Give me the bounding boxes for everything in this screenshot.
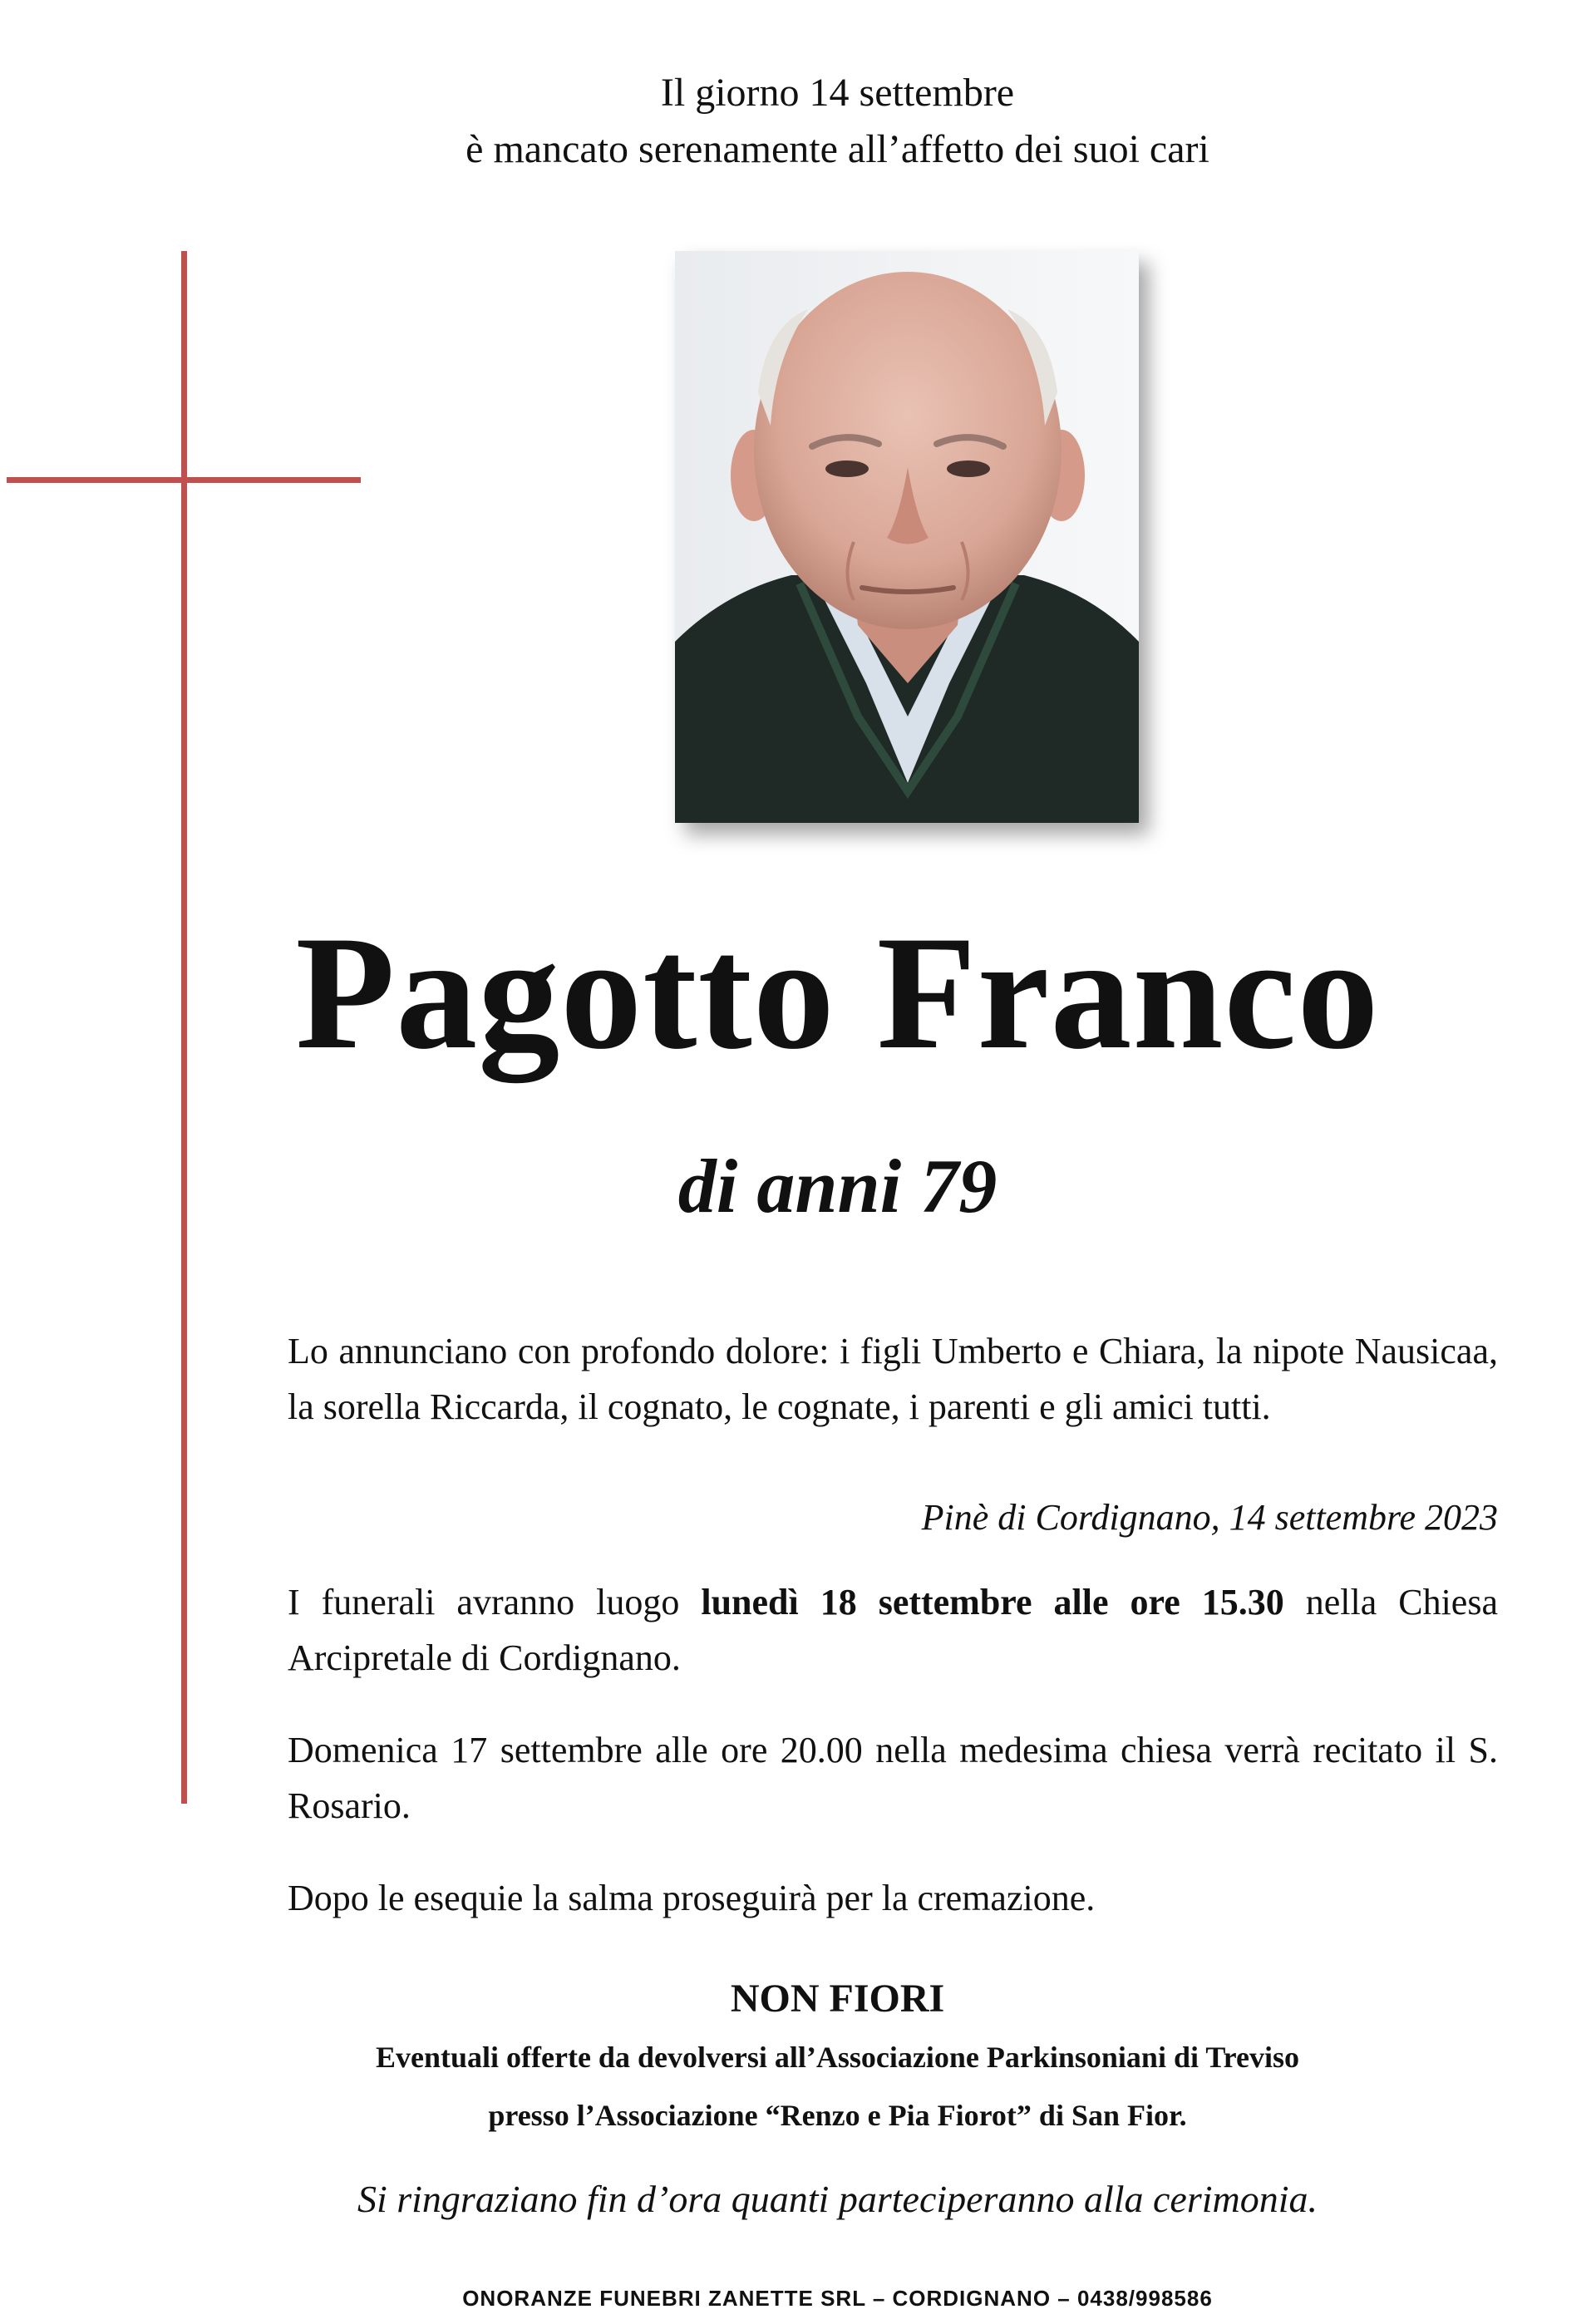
funeral-suffix: nella Chiesa Arcipretale di Cordignano. xyxy=(288,1582,1498,1678)
intro-line-2: è mancato serenamente all’affetto dei suoi cari xyxy=(466,127,1209,171)
deceased-name: Pagotto Franco xyxy=(295,903,1380,1083)
donation-line-1: Eventuali offerte da devolversi all’Associazione Parkinsoniani di Treviso xyxy=(376,2041,1299,2074)
intro-line-1: Il giorno 14 settembre xyxy=(660,71,1015,115)
portrait-photo xyxy=(675,251,1139,823)
funeral-info xyxy=(288,1574,1498,1686)
rosary-info: Domenica 17 settembre alle ore 20.00 nella medesima chiesa verrà recitato il S. Rosario. xyxy=(288,1730,1498,1826)
funeral-prefix: I funerali avranno luogo xyxy=(288,1582,702,1622)
non-fiori-title: NON FIORI xyxy=(730,1977,945,2021)
cross-horizontal-bar xyxy=(7,477,361,483)
cremation-info: Dopo le esequie la salma proseguirà per la cremazione. xyxy=(288,1878,1096,1918)
place-date: Pinè di Cordignano, 14 settembre 2023 xyxy=(921,1497,1498,1538)
thanks-text: Si ringraziano fin d’ora quanti parteciperanno alla cerimonia. xyxy=(357,2178,1318,2220)
intro-text xyxy=(79,65,1596,178)
donation-line-2: presso l’Associazione “Renzo e Pia Fiorot” di San Fior. xyxy=(488,2099,1187,2132)
portrait-illustration xyxy=(675,251,1139,823)
donation-info xyxy=(79,2028,1596,2144)
announcement-text: Lo annunciano con profondo dolore: i figli Umberto e Chiara, la nipote Nausicaa, la sorella Riccarda, il cognato, le cognate, i parenti e gli amici tutti. xyxy=(288,1331,1498,1427)
deceased-age: di anni 79 xyxy=(677,1144,998,1228)
funeral-when: lunedì 18 settembre alle ore 15.30 xyxy=(701,1582,1284,1622)
funeral-home-footer: ONORANZE FUNEBRI ZANETTE SRL – CORDIGNANO – 0438/998586 xyxy=(462,2286,1213,2311)
